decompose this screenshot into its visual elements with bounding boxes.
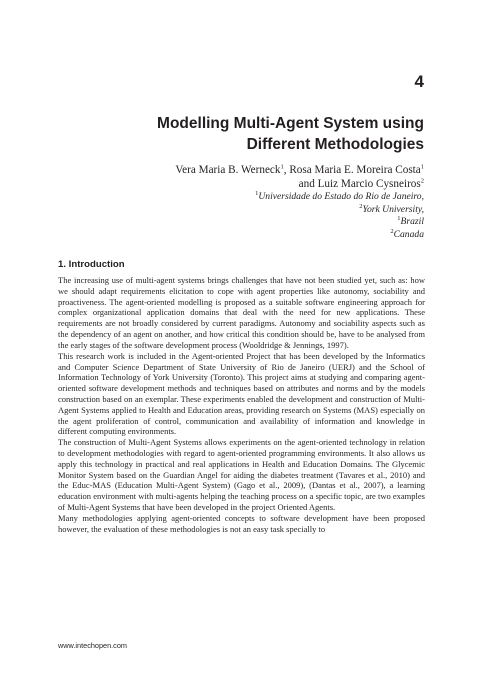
author-line xyxy=(84,163,424,177)
author-name: , Rosa Maria E. Moreira Costa xyxy=(283,164,421,176)
chapter-number: 4 xyxy=(414,72,424,91)
affiliation-text: Universidade do Estado do Rio de Janeiro, xyxy=(258,191,424,202)
affiliation-marker: 1 xyxy=(397,215,401,222)
title-line: Modelling Multi-Agent System using xyxy=(157,115,424,132)
author-name: and Luiz Marcio Cysneiros xyxy=(298,178,421,190)
author-list xyxy=(84,163,424,191)
paragraph: This research work is included in the Agent-oriented Project that has been developed by the Informatics and Computer Science Department of State University of Rio de Janeiro (UERJ) and the School of Information Technology of York University (Toronto). This project aims at studying and comparing agent-oriented software development methods and techniques based on attributes and norms and by the models construction based on an exemplar. These experiments enabled the development and construction of Multi-Agent Systems applied to Health and Education areas, providing research on Systems (MAS) especially on the agent proliferation of control, communication and availability of information and knowledge in different computing environments. xyxy=(58,350,425,437)
affiliation-marker: 1 xyxy=(280,163,284,171)
affiliation-marker: 1 xyxy=(420,163,424,171)
author-name: Vera Maria B. Werneck xyxy=(175,164,281,176)
affiliation-text: Canada xyxy=(393,228,424,240)
affiliation-line xyxy=(84,229,424,242)
affiliation-marker: 2 xyxy=(359,202,363,210)
paragraph: The construction of Multi-Agent Systems allows experiments on the agent-oriented technology in relation to development methodologies with regard to agent-oriented programming environments. It also allows us apply this technology in practical and real applications in Health and Education Domains. The Glycemic Monitor System based on the Guardian Angel for aiding the diabetes treatment (Tavares et al., 2010) and the Educ-MAS (Education Multi-Agent System) (Gago et al., 2009), (Dantas et al., 2007), a learning education environment with multi-agents helping the teaching process on a specific topic, are two examples of Multi-Agent Systems that have been developed in the project Oriented Agents. xyxy=(58,437,425,513)
affiliation-marker: 2 xyxy=(420,177,424,185)
section-heading: 1. Introduction xyxy=(58,259,125,270)
affiliation-line xyxy=(84,204,424,217)
affiliations xyxy=(84,191,424,241)
body-text xyxy=(58,275,425,535)
paragraph: Many methodologies applying agent-oriented concepts to software development have been proposed however, the evaluation of these methodologies is not an easy task specially to xyxy=(58,512,425,534)
affiliation-line xyxy=(84,216,424,229)
paragraph: The increasing use of multi-agent systems brings challenges that have not been studied yet, such as: how we should adapt requirements elicitation to cope with agent properties like autonomy, sociability and proactiveness. The agent-oriented modelling is proposed as a suitable software engineering approach for complex organizational application domains that deal with the need for new applications. These requirements are not broadly considered by current paradigms. Autonomy and sociability aspects such as the dependency of an agent on another, and how critical this condition should be, have to be analysed from the early stages of the software development process (Wooldridge & Jennings, 1997). xyxy=(58,275,425,350)
affiliation-marker: 1 xyxy=(255,189,259,197)
title-line: Different Methodologies xyxy=(246,136,424,153)
affiliation-text: Brazil xyxy=(400,216,424,228)
author-line xyxy=(84,177,424,191)
affiliation-line xyxy=(84,191,424,204)
footer-url: www.intechopen.com xyxy=(58,641,127,650)
affiliation-text: York University, xyxy=(362,203,424,215)
affiliation-marker: 2 xyxy=(390,227,394,235)
chapter-title xyxy=(84,113,424,155)
